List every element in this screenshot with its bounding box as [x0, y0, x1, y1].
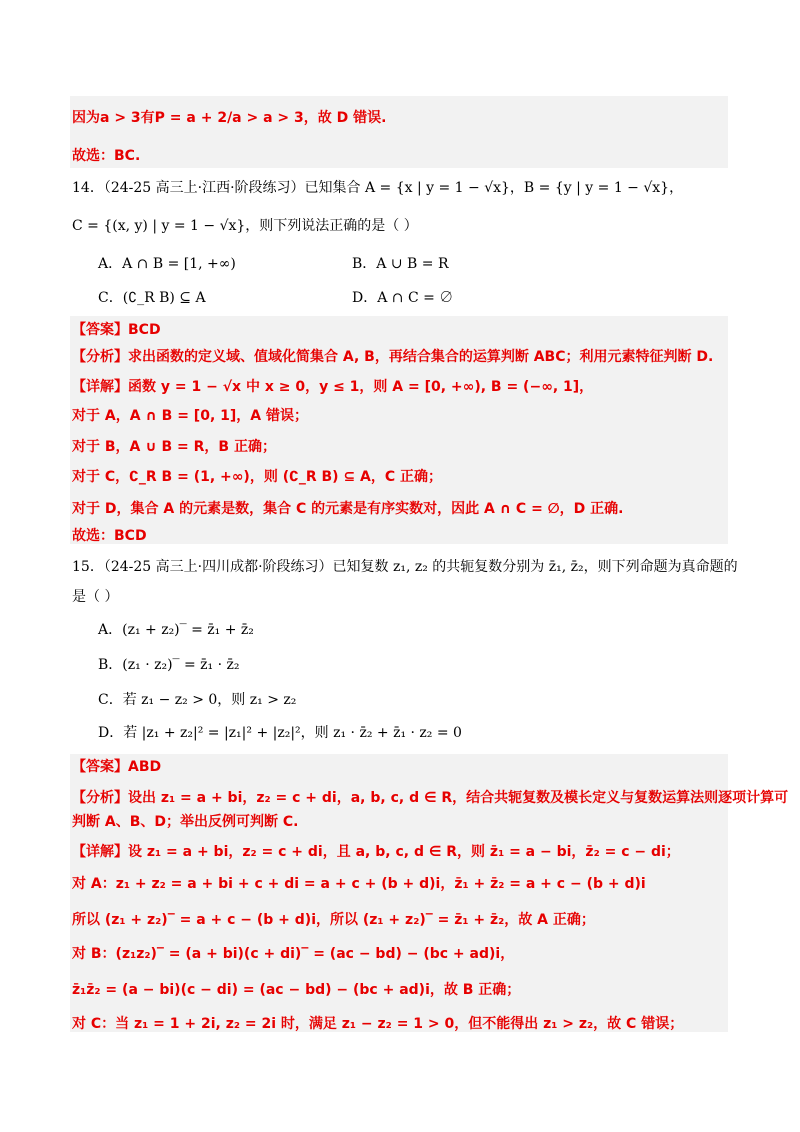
q15-option-a: A．(z₁ + z₂)‾ = z̄₁ + z̄₂ [98, 622, 254, 638]
q14-option-c: C．(∁_R B) ⊆ A [98, 290, 206, 306]
q14-for-c: 对于 C，∁_R B = (1, +∞)，则 (∁_R B) ⊆ A，C 正确； [72, 469, 443, 485]
q15-option-b: B．(z₁ · z₂)‾ = z̄₁ · z̄₂ [98, 657, 240, 673]
q15-for-b-2: z̄₁z̄₂ = (a − bi)(c − di) = (ac − bd) − (bc + ad)i，故 B 正确； [72, 982, 521, 998]
highlight-band-top [70, 96, 728, 168]
q15-option-d: D．若 |z₁ + z₂|² = |z₁|² + |z₂|²，则 z₁ · z̄₂ + z̄₁ · z₂ = 0 [98, 725, 462, 741]
q14-answer: 【答案】BCD [72, 322, 161, 338]
q15-for-b-1: 对 B：(z₁z₂)‾ = (a + bi)(c + di)‾ = (ac − bd) − (bc + ad)i， [72, 946, 515, 962]
q14-detail: 【详解】函数 y = 1 − √x 中 x ≥ 0，y ≤ 1，则 A = [0, +∞), B = (−∞, 1]， [72, 379, 594, 395]
q14-for-d: 对于 D，集合 A 的元素是数，集合 C 的元素是有序实数对，因此 A ∩ C = ∅，D 正确. [72, 501, 624, 517]
q15-analysis-1: 【分析】设出 z₁ = a + bi，z₂ = c + di，a, b, c, d ∈ R，结合共轭复数及模长定义与复数运算法则逐项计算可 [72, 790, 789, 806]
q14-stem-1: 14．（24-25 高三上·江西·阶段练习）已知集合 A = {x | y = 1 − √x}，B = {y | y = 1 − √x}， [72, 180, 684, 196]
q14-option-b: B．A ∪ B = R [352, 256, 449, 272]
q14-option-d: D．A ∩ C = ∅ [352, 290, 454, 306]
q15-stem-2: 是（ ） [72, 589, 119, 605]
q15-detail: 【详解】设 z₁ = a + bi，z₂ = c + di，且 a, b, c, d ∈ R，则 z̄₁ = a − bi，z̄₂ = c − di； [72, 844, 680, 860]
q14-option-a: A．A ∩ B = [1, +∞) [98, 256, 236, 272]
q15-for-a-1: 对 A：z₁ + z₂ = a + bi + c + di = a + c + (b + d)i，z̄₁ + z̄₂ = a + c − (b + d)i [72, 876, 646, 892]
choice-line-top: 故选：BC. [72, 148, 141, 164]
q14-analysis: 【分析】求出函数的定义域、值域化简集合 A, B，再结合集合的运算判断 ABC；利用元素特征判断 D. [72, 349, 714, 365]
q14-for-a: 对于 A，A ∩ B = [0, 1]，A 错误； [72, 408, 308, 424]
because-line: 因为a > 3有P = a + 2/a > a > 3，故 D 错误. [72, 110, 387, 126]
q14-for-b: 对于 B，A ∪ B = R，B 正确； [72, 439, 276, 455]
q15-stem-1: 15．（24-25 高三上·四川成都·阶段练习）已知复数 z₁, z₂ 的共轭复数分别为 z̄₁, z̄₂，则下列命题为真命题的 [72, 559, 738, 575]
q15-for-a-2: 所以 (z₁ + z₂)‾ = a + c − (b + d)i，所以 (z₁ + z₂)‾ = z̄₁ + z̄₂，故 A 正确； [72, 912, 595, 928]
q14-stem-2: C = {(x, y) | y = 1 − √x}，则下列说法正确的是（ ） [72, 218, 418, 234]
q14-choice: 故选：BCD [72, 528, 147, 544]
q15-for-c: 对 C：当 z₁ = 1 + 2i, z₂ = 2i 时，满足 z₁ − z₂ = 1 > 0，但不能得出 z₁ > z₂，故 C 错误； [72, 1016, 684, 1032]
q15-option-c: C．若 z₁ − z₂ > 0，则 z₁ > z₂ [98, 692, 297, 708]
q15-analysis-2: 判断 A、B、D；举出反例可判断 C. [72, 814, 299, 830]
q15-answer: 【答案】ABD [72, 759, 162, 775]
